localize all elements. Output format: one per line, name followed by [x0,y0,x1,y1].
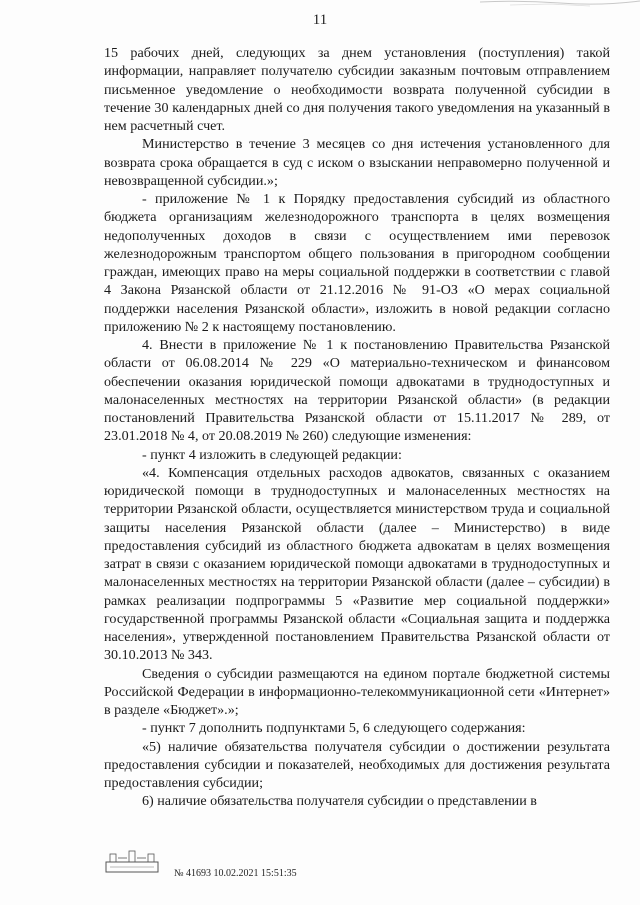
paragraph-6: «4. Компенсация отдельных расходов адвокатов, связанных с оказанием юридической помощи в труднодоступных и малонаселенных местностях на территории Рязанской области, осуществляется министерством труда и социальной защиты населения Рязанской области (далее – Министерство) в виде предоставления субсидий из областного бюджета адвокатам в целях возмещения затрат в связи с оказанием юридической помощи адвокатами в труднодоступных и малонаселенных местностях на территории Рязанской области (далее – субсидии) в рамках реализации подпрограммы 5 «Развитие мер социальной поддержки» государственной программы Рязанской области «Социальная защита и поддержка населения», утвержденной постановлением Правительства Рязанской области от 30.10.2013 № 343. [104,464,610,664]
page-number: 11 [312,12,328,28]
paragraph-3: - приложение № 1 к Порядку предоставления субсидий из областного бюджета организациям железнодорожного транспорта в целях возмещения недополученных доходов в связи с осуществлением ими перевозок железнодорожным транспортом общего пользования в пригородном сообщении граждан, имеющих право на меры социальной поддержки в соответствии с главой 4 Закона Рязанской области от 21.12.2016 № 91-ОЗ «О мерах социальной поддержки населения Рязанской области», изложить в новой редакции согласно приложению № 2 к настоящему постановлению. [104,191,610,335]
paragraph-4: 4. Внести в приложение № 1 к постановлению Правительства Рязанской области от 06.08.2014 № 229 «О материально-техническом и финансовом обеспечении оказания юридической помощи адвокатами в труднодоступных и малонаселенных местностях на территории Рязанской области» (в редакции постановлений Правительства Рязанской области от 15.11.2017 № 289, от 23.01.2018 № 4, от 20.08.2019 № 260) следующие изменения: [104,337,610,445]
registry-stamp-icon [104,848,160,874]
paragraph-7: Сведения о субсидии размещаются на едином портале бюджетной системы Российской Федерации в информационно-телекоммуникационной сети «Интернет» в разделе «Бюджет».»; [104,665,610,718]
paragraph-8: - пункт 7 дополнить подпунктами 5, 6 следующего содержания: [142,720,526,737]
document-footer [104,848,404,888]
document-body [104,44,610,811]
paragraph-9: «5) наличие обязательства получателя субсидии о достижении результата предоставления субсидии и показателей, необходимых для достижения результата предоставления субсидии; [104,738,610,791]
document-registration-id: № 41693 10.02.2021 15:51:35 [174,868,297,879]
paragraph-5: - пункт 4 изложить в следующей редакции: [142,446,402,463]
paragraph-10: 6) наличие обязательства получателя субсидии о представлении в [142,793,537,810]
paragraph-1: 15 рабочих дней, следующих за днем установления (поступления) такой информации, направляет получателю субсидии заказным почтовым отправлением письменное уведомление о необходимости возврата полученной субсидии в течение 30 календарных дней со дня получения такого уведомления на указанный в нем расчетный счет. [104,45,610,134]
scan-edge-artifact [480,0,640,8]
paragraph-2: Министерство в течение 3 месяцев со дня истечения установленного для возврата срока обращается в суд с иском о взыскании неправомерно полученной и невозвращенной субсидии.»; [104,136,610,189]
